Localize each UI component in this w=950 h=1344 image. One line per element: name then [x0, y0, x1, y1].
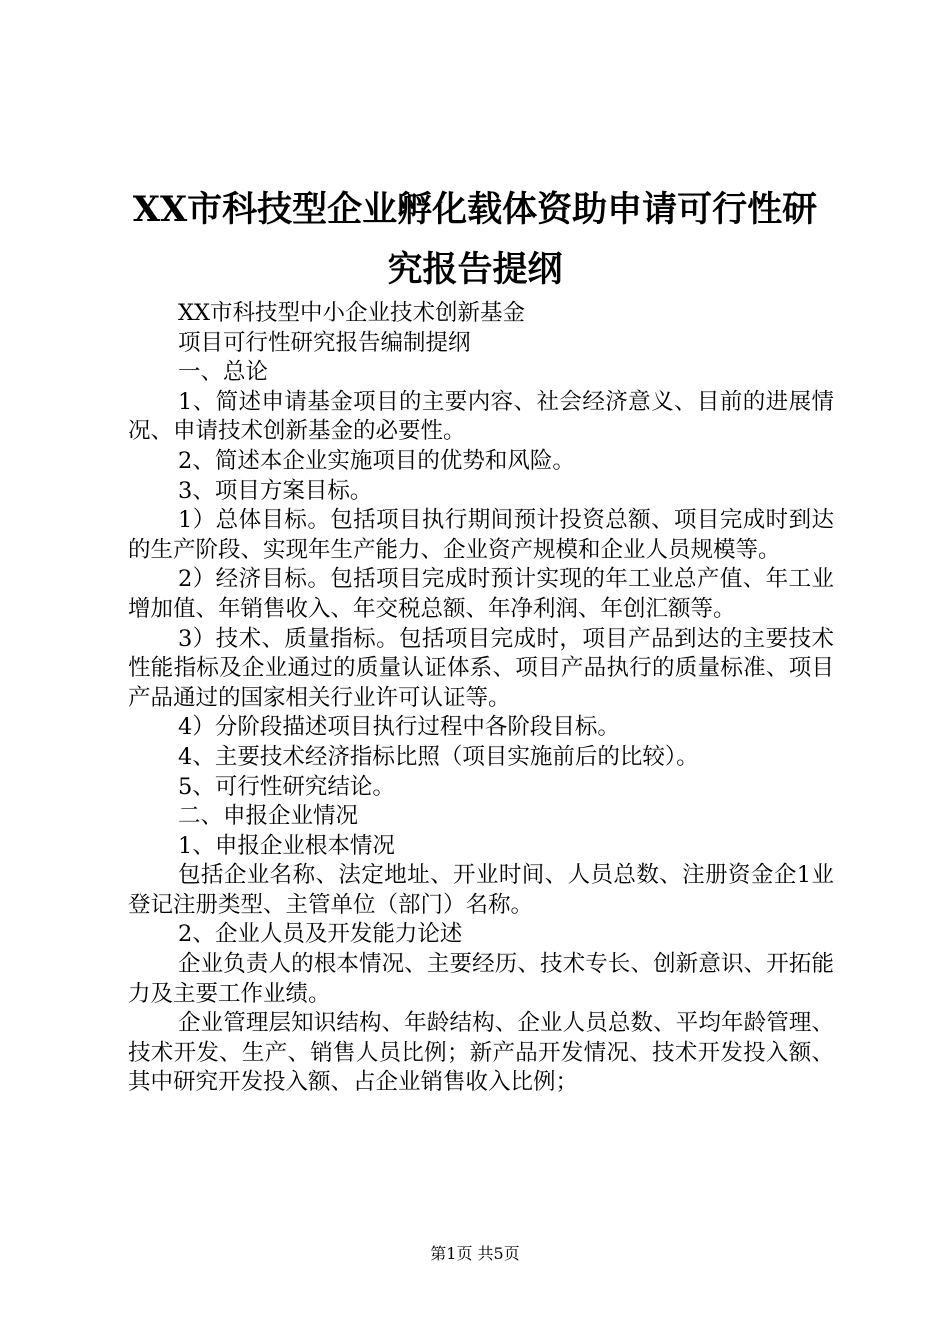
document-title-line-2: 究报告提纲 — [387, 249, 563, 290]
paragraph: 企业管理层知识结构、年龄结构、企业人员总数、平均年龄管理、技术开发、生产、销售人员比例；新产品开发情况、技术开发投入额、其中研究开发投入额、占企业销售收入比例； — [128, 1010, 834, 1096]
paragraph: 5、可行性研究结论。 — [178, 773, 395, 800]
paragraph: 1、简述申请基金项目的主要内容、社会经济意义、目前的进展情况、申请技术创新基金的必要性。 — [128, 388, 834, 445]
document-title-line-1: XX市科技型企业孵化载体资助申请可行性研 — [132, 189, 818, 230]
paragraph: 企业负责人的根本情况、主要经历、技术专长、创新意识、开拓能力及主要工作业绩。 — [128, 951, 834, 1007]
section-heading: 二、申报企业情况 — [178, 803, 359, 830]
paragraph: 包括企业名称、法定地址、开业时间、人员总数、注册资金企1业登记注册类型、主管单位（部门）名称。 — [128, 862, 834, 918]
page-footer: 第1页 共5页 — [430, 1244, 520, 1263]
paragraph: 2、简述本企业实施项目的优势和风险。 — [178, 447, 575, 474]
document-body — [128, 299, 834, 1098]
paragraph: 4）分阶段描述项目执行过程中各阶段目标。 — [178, 714, 620, 741]
paragraph: 1）总体目标。包括项目执行期间预计投资总额、项目完成时到达的生产阶段、实现年生产能力、企业资产规模和企业人员规模等。 — [128, 507, 834, 563]
paragraph: 2、企业人员及开发能力论述 — [178, 921, 463, 948]
paragraph: 3）技术、质量指标。包括项目完成时，项目产品到达的主要技术性能指标及企业通过的质量认证体系、项目产品执行的质量标准、项目产品通过的国家相关行业许可认证等。 — [128, 625, 834, 711]
section-heading: 一、总论 — [178, 359, 269, 386]
paragraph: XX市科技型中小企业技术创新基金 — [178, 300, 526, 326]
paragraph: 1、申报企业根本情况 — [178, 832, 395, 859]
paragraph: 3、项目方案目标。 — [178, 477, 373, 504]
paragraph: 2）经济目标。包括项目完成时预计实现的年工业总产值、年工业增加值、年销售收入、年交税总额、年净利润、年创汇额等。 — [128, 566, 834, 622]
paragraph: 4、主要技术经济指标比照（项目实施前后的比较）。 — [178, 743, 699, 770]
paragraph: 项目可行性研究报告编制提纲 — [178, 329, 471, 356]
